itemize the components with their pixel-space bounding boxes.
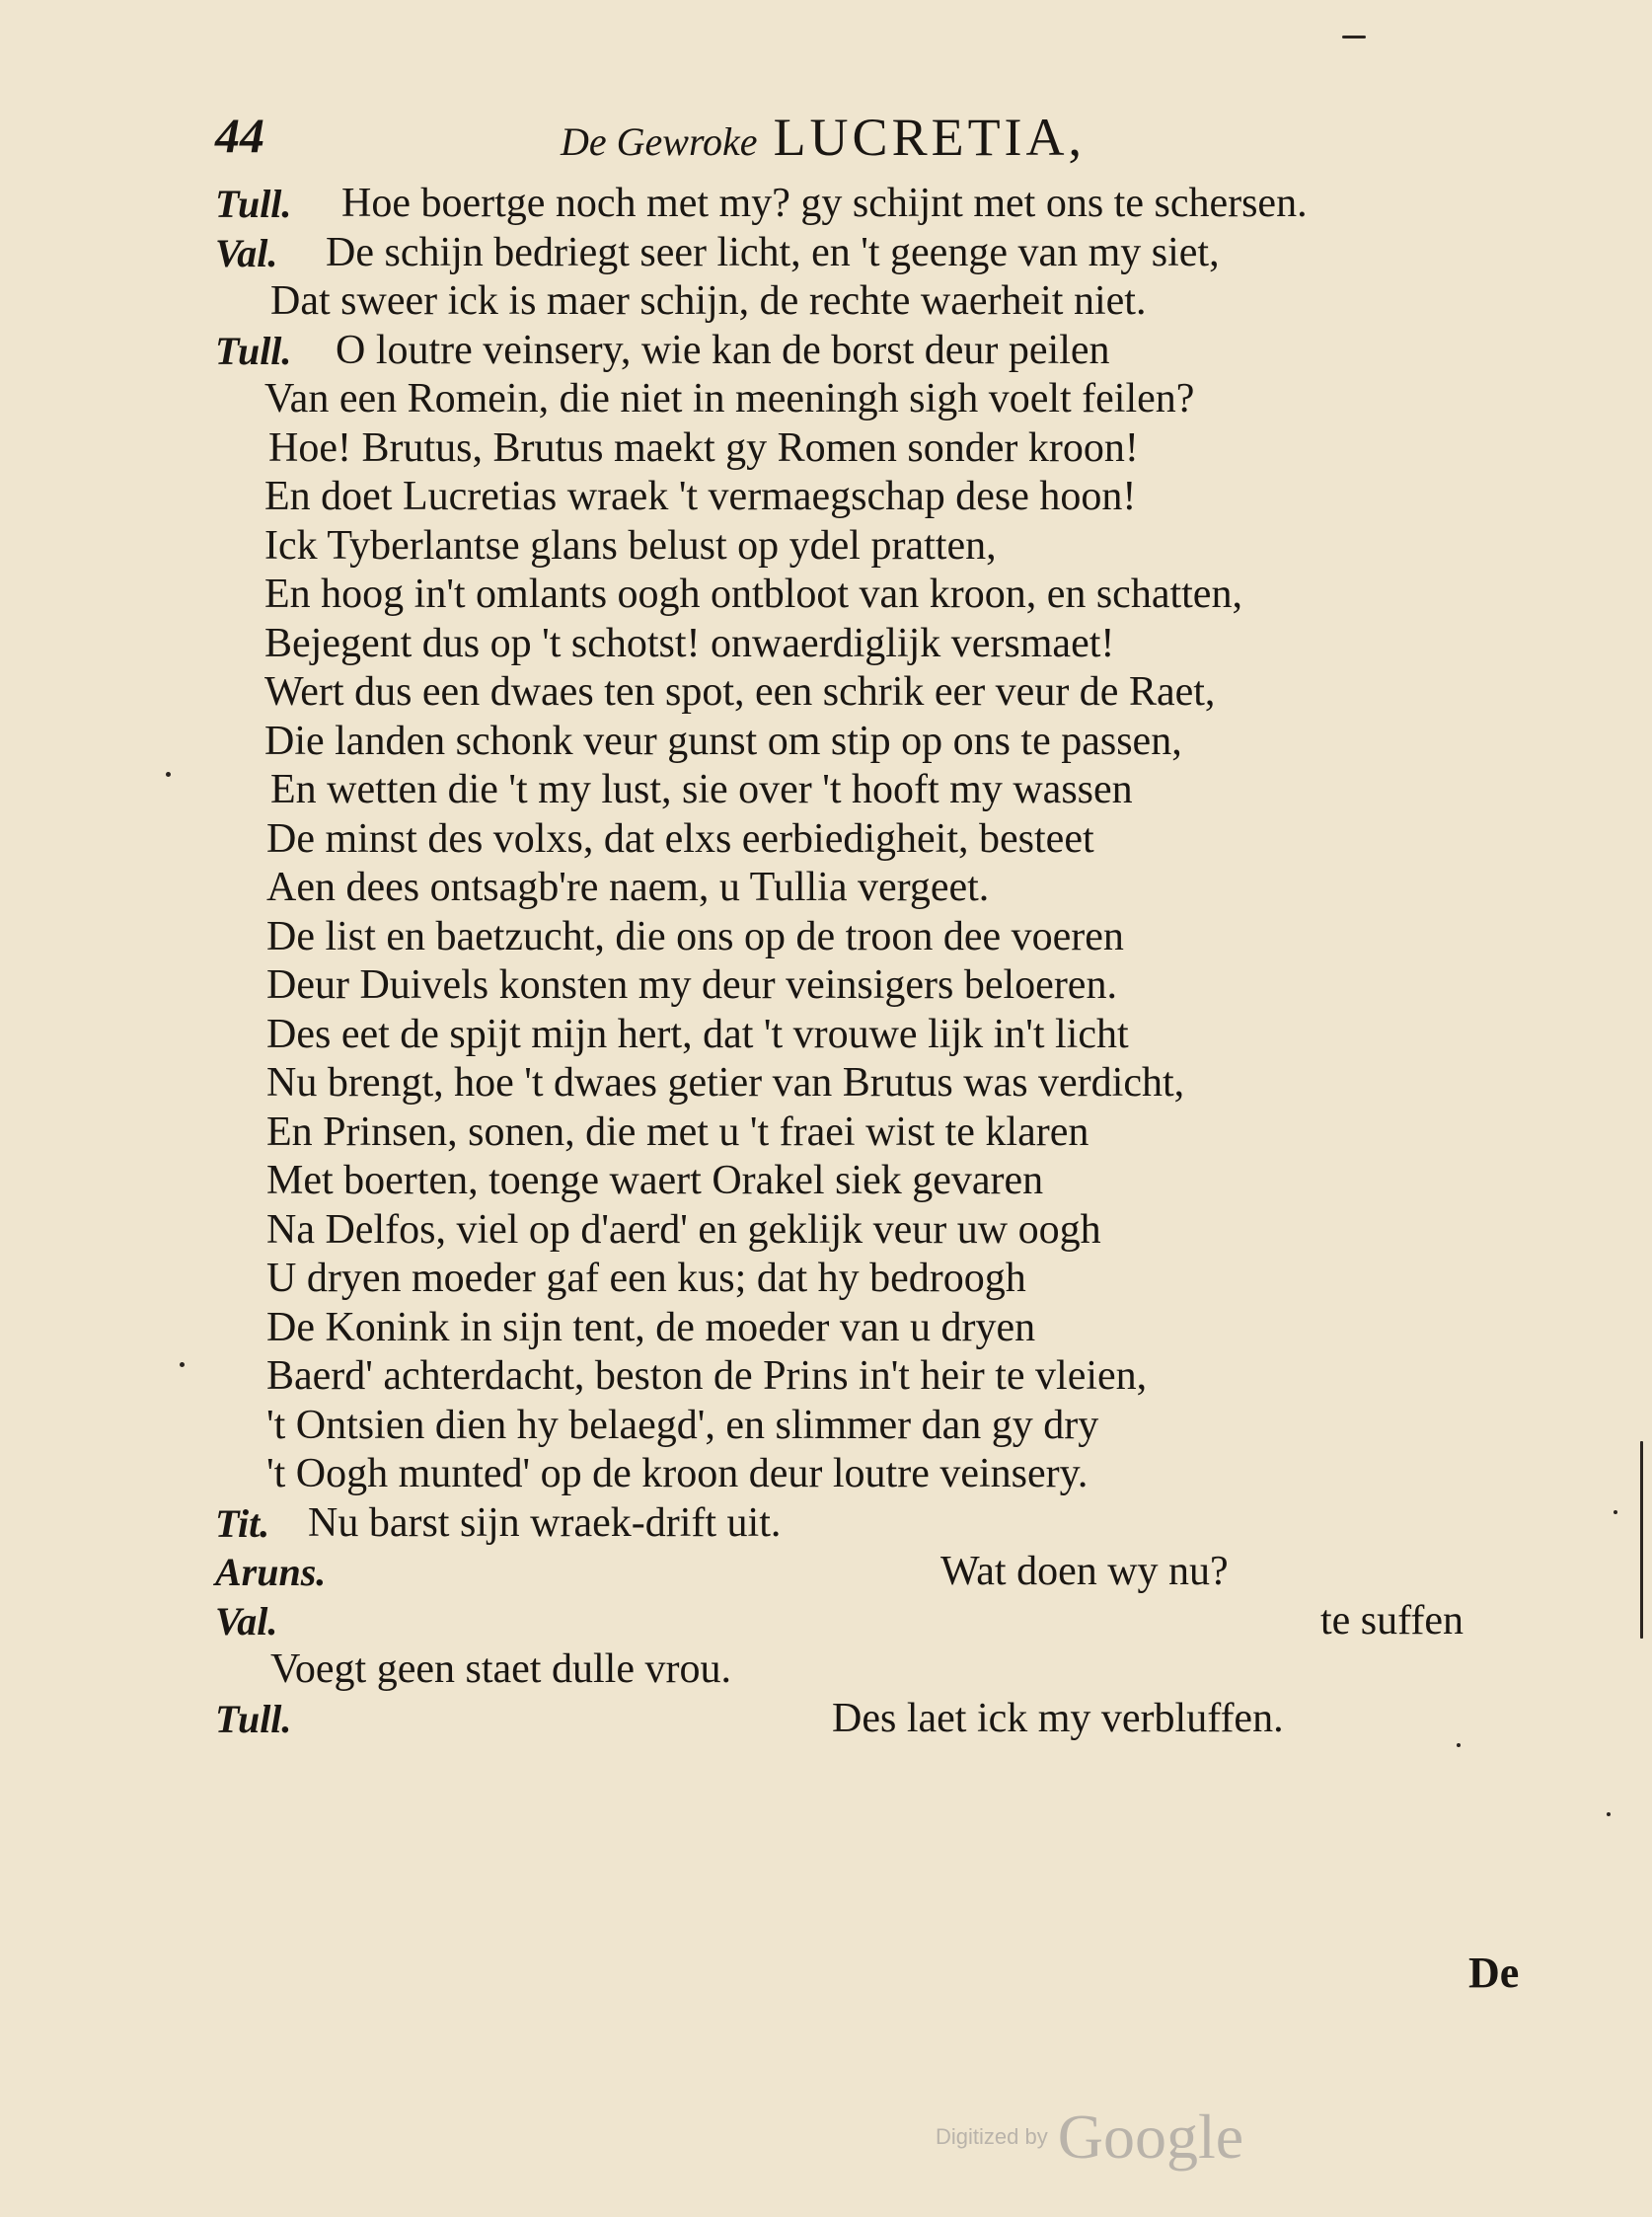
speaker-label: Val. — [215, 1598, 278, 1644]
ink-speck — [1614, 1510, 1617, 1514]
speaker-label: Tit. — [215, 1500, 270, 1546]
verse-text: Des laet ick my verbluffen. — [832, 1695, 1284, 1741]
verse-line — [215, 718, 1557, 767]
verse-text: En doet Lucretias wraek 't vermaegschap dese hoon! — [264, 474, 1137, 519]
digitized-watermark — [936, 2101, 1243, 2174]
verse-text: O loutre veinsery, wie kan de borst deur peilen — [336, 327, 1110, 373]
verse-line — [215, 1059, 1557, 1108]
verse-text: Voegt geen staet dulle vrou. — [270, 1646, 731, 1692]
verse-line — [215, 766, 1557, 815]
verse-text: 't Oogh munted' op de kroon deur loutre veinsery. — [266, 1451, 1089, 1496]
verse-text: Nu barst sijn wraek-drift uit. — [308, 1499, 782, 1546]
speaker-label: Val. — [215, 230, 278, 275]
verse-text: En hoog in't omlants oogh ontbloot van kroon, en schatten, — [264, 572, 1242, 617]
verse-text: Met boerten, toenge waert Orakel siek gevaren — [266, 1158, 1044, 1203]
verse-text: Dat sweer ick is maer schijn, de rechte waerheit niet. — [270, 278, 1147, 324]
verse-text: Wat doen wy nu? — [940, 1549, 1229, 1594]
verse-line — [215, 668, 1557, 718]
verse-line — [215, 815, 1557, 865]
verse-line — [215, 277, 1557, 327]
verse-text: En wetten die 't my lust, sie over 't hooft my wassen — [270, 767, 1133, 812]
page-header — [215, 107, 1518, 166]
verse-text: De minst des volxs, dat elxs eerbiedigheit, besteet — [266, 815, 1094, 862]
ink-speck — [1457, 1743, 1461, 1747]
verse-text: Wert dus een dwaes ten spot, een schrik eer veur de Raet, — [264, 669, 1216, 715]
verse-text: Hoe boertge noch met my? gy schijnt met ons te schersen. — [341, 181, 1308, 226]
ink-speck — [166, 772, 171, 777]
verse-line — [215, 473, 1557, 522]
verse-line — [215, 1304, 1557, 1353]
verse-text: De Konink in sijn tent, de moeder van u dryen — [266, 1304, 1036, 1350]
verse-line — [215, 1206, 1557, 1256]
verse-line — [215, 1695, 1557, 1744]
verse-text: Ick Tyberlantse glans belust op ydel pratten, — [264, 522, 997, 569]
running-title — [561, 107, 1086, 168]
verse-line — [215, 180, 1557, 229]
verse-text: Nu brengt, hoe 't dwaes getier van Brutus was verdicht, — [266, 1060, 1185, 1106]
verse-text: Deur Duivels konsten my deur veinsigers beloeren. — [266, 962, 1117, 1008]
verse-line — [215, 424, 1557, 474]
verse-line — [215, 1645, 1557, 1695]
verse-line — [215, 864, 1557, 913]
verse-text: Hoe! Brutus, Brutus maekt gy Romen sonder kroon! — [268, 424, 1139, 471]
verse-line — [215, 913, 1557, 962]
verse-text: Baerd' achterdacht, beston de Prins in't heir te vleien, — [266, 1353, 1148, 1399]
verse-line — [215, 1255, 1557, 1304]
speaker-label: Tull. — [215, 182, 292, 226]
ink-speck — [180, 1362, 185, 1367]
verse-line — [215, 327, 1557, 376]
verse-text: Bejegent dus op 't schotst! onwaerdiglijk versmaet! — [264, 620, 1115, 666]
verse-line — [215, 1499, 1557, 1549]
verse-text: U dryen moeder gaf een kus; dat hy bedroogh — [266, 1256, 1026, 1301]
verse-line — [215, 1402, 1557, 1451]
verse-text: Die landen schonk veur gunst om stip op ons te passen, — [264, 718, 1182, 764]
verse-line — [215, 1352, 1557, 1402]
watermark-prefix: Digitized by — [936, 2124, 1048, 2149]
speaker-label: Tull. — [215, 1696, 292, 1741]
verse-block — [215, 180, 1557, 1743]
verse-line — [215, 1011, 1557, 1060]
catchword: De — [1468, 1949, 1520, 1997]
verse-line — [215, 961, 1557, 1011]
page-number: 44 — [215, 108, 264, 163]
verse-line — [215, 1597, 1557, 1646]
verse-text: te suffen — [1320, 1597, 1464, 1644]
verse-text: Na Delfos, viel op d'aerd' en geklijk veur uw oogh — [266, 1206, 1101, 1253]
verse-line — [215, 571, 1557, 620]
verse-text: De list en baetzucht, die ons op de troon dee voeren — [266, 913, 1124, 959]
verse-line — [215, 375, 1557, 424]
verse-text: 't Ontsien dien hy belaegd', en slimmer dan gy dry — [266, 1402, 1099, 1448]
verse-line — [215, 229, 1557, 278]
verse-line — [215, 1108, 1557, 1158]
verse-text: Aen dees ontsagb're naem, u Tullia vergeet. — [266, 865, 990, 910]
verse-text: En Prinsen, sonen, die met u 't fraei wist te klaren — [266, 1108, 1089, 1155]
verse-line — [215, 1450, 1557, 1499]
verse-line — [215, 620, 1557, 669]
verse-text: De schijn bedriegt seer licht, en 't geenge van my siet, — [326, 229, 1220, 275]
verse-text: Van een Romein, die niet in meeningh sigh voelt feilen? — [264, 376, 1195, 421]
ink-speck — [1640, 1441, 1643, 1639]
verse-line — [215, 1548, 1557, 1597]
verse-text: Des eet de spijt mijn hert, dat 't vrouwe lijk in't licht — [266, 1011, 1129, 1057]
ink-speck — [1607, 1812, 1611, 1816]
speaker-label: Aruns. — [215, 1550, 327, 1594]
verse-line — [215, 522, 1557, 572]
watermark-brand: Google — [1057, 2102, 1244, 2172]
verse-line — [215, 1157, 1557, 1206]
running-title-small: De Gewroke — [561, 119, 758, 164]
ink-speck — [1342, 36, 1366, 38]
running-title-main: LUCRETIA, — [773, 108, 1087, 167]
speaker-label: Tull. — [215, 328, 292, 373]
